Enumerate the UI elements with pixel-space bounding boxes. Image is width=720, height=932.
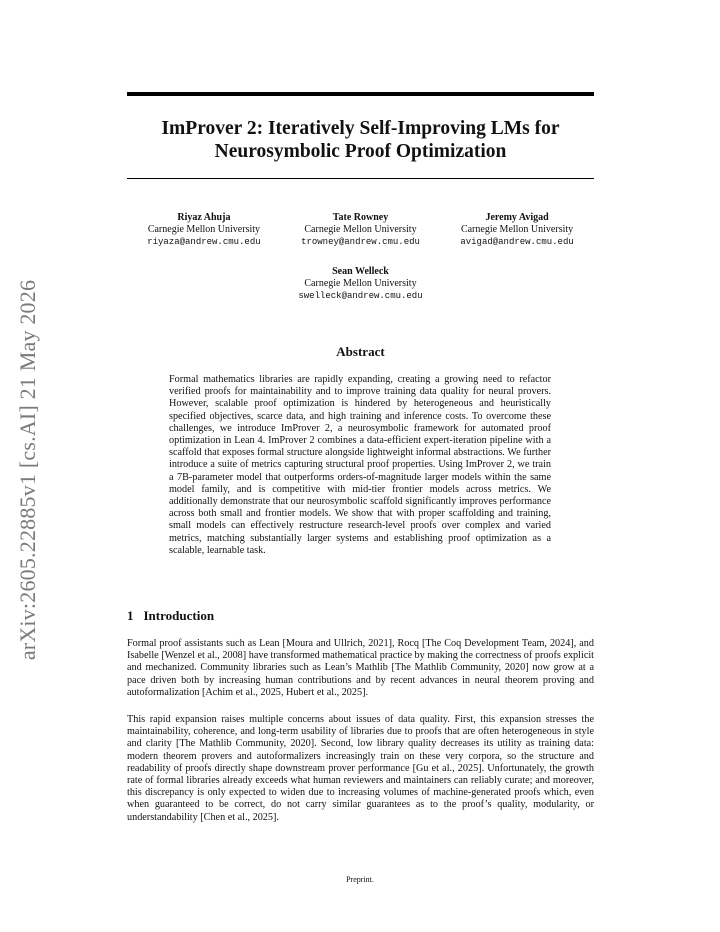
author-email: avigad@andrew.cmu.edu <box>460 237 574 247</box>
section-title: Introduction <box>143 608 215 623</box>
title-bottom-rule <box>127 178 594 179</box>
author-affiliation: Carnegie Mellon University <box>304 224 417 235</box>
body-paragraph: Formal proof assistants such as Lean [Moura and Ullrich, 2021], Rocq [The Coq Development Team, 2024], and Isabelle [Wenzel et al., 2008] have transformed mathematical practice by making the correctness of proofs explicit and mechanized. Community libraries such as Lean’s Mathlib [The Mathlib Community, 2020] now grow at a pace driven both by increasing human contributions and by recent advances in neural theorem proving and autoformalization [Achim et al., 2025, Hubert et al., 2025]. <box>127 638 594 698</box>
author-email: swelleck@andrew.cmu.edu <box>298 291 423 301</box>
author-affiliation: Carnegie Mellon University <box>460 224 574 235</box>
author-name: Sean Welleck <box>332 266 389 277</box>
author-name: Riyaz Ahuja <box>177 212 231 223</box>
body-paragraph: This rapid expansion raises multiple concerns about issues of data quality. First, this expansion stresses the maintainability, coherence, and long-term usability of libraries due to proofs that are often heterogeneous in style and clarity [The Mathlib Community, 2020]. Second, low library quality decreases its utility as training data: modern theorem provers and autoformalizers increasingly train on these very corpora, so the structure and readability of proofs directly shape downstream prover performance [Gu et al., 2025]. Unfortunately, the growth rate of formal libraries already exceeds what human reviewers and maintainers can reliably curate; and moreover, this discrepancy is only expected to widen due to increasing volumes of machine-generated proofs which, even when guaranteed to be correct, do not carry similar guarantees as to the proof’s quality, modularity, or understandability [Chen et al., 2025]. <box>127 714 594 823</box>
arxiv-stamp <box>6 258 50 682</box>
section-number: 1 <box>127 608 134 623</box>
author-block <box>127 212 594 302</box>
abstract-text: Formal mathematics libraries are rapidly expanding, creating a growing need to refactor verified proofs for maintainability and to improve training data quality for neural provers. However, scalable proof optimization is hindered by heterogeneous and heuristically specified objectives, scarce data, and high training and inference costs. To overcome these challenges, we introduce ImProver 2, a neurosymbolic framework for automated proof optimization in Lean 4. ImProver 2 combines a data-efficient expert-iteration pipeline with a scaffold that exposes formal structure alongside lightweight informal abstractions. We further introduce a suite of metrics capturing structural proof properties. Using ImProver 2, we train a 7B-parameter model that outperforms orders-of-magnitude larger models within the same model family, and is competitive with mid-tier frontier models across metrics. We additionally demonstrate that our neurosymbolic scaffold significantly improves performance across both small and frontier models. We show that with proper scaffolding and training, small models can effectively restructure research-level proofs over complex and varied metrics, matching substantially larger systems and establishing proof optimization as a scalable, learnable task. <box>169 374 551 556</box>
abstract-heading: Abstract <box>336 344 385 359</box>
paper-title: ImProver 2: Iteratively Self-Improving LMs for Neurosymbolic Proof Optimization <box>161 118 560 162</box>
section-heading <box>127 608 214 624</box>
author-name: Tate Rowney <box>332 212 389 223</box>
author-row-2 <box>127 266 594 302</box>
title-top-rule <box>127 92 594 96</box>
arxiv-stamp-text: arXiv:2605.22885v1 [cs.AI] 21 May 2026 <box>15 279 40 661</box>
author-affiliation: Carnegie Mellon University <box>304 278 417 289</box>
author-affiliation: Carnegie Mellon University <box>147 224 261 235</box>
author-email: riyaza@andrew.cmu.edu <box>147 237 261 247</box>
author <box>298 266 422 302</box>
author-row-1 <box>127 212 594 248</box>
author-name: Jeremy Avigad <box>485 212 549 223</box>
author <box>147 212 260 248</box>
author-email: trowney@andrew.cmu.edu <box>301 237 420 247</box>
author <box>301 212 420 248</box>
author <box>460 212 573 248</box>
page-footer: Preprint. <box>346 875 374 884</box>
